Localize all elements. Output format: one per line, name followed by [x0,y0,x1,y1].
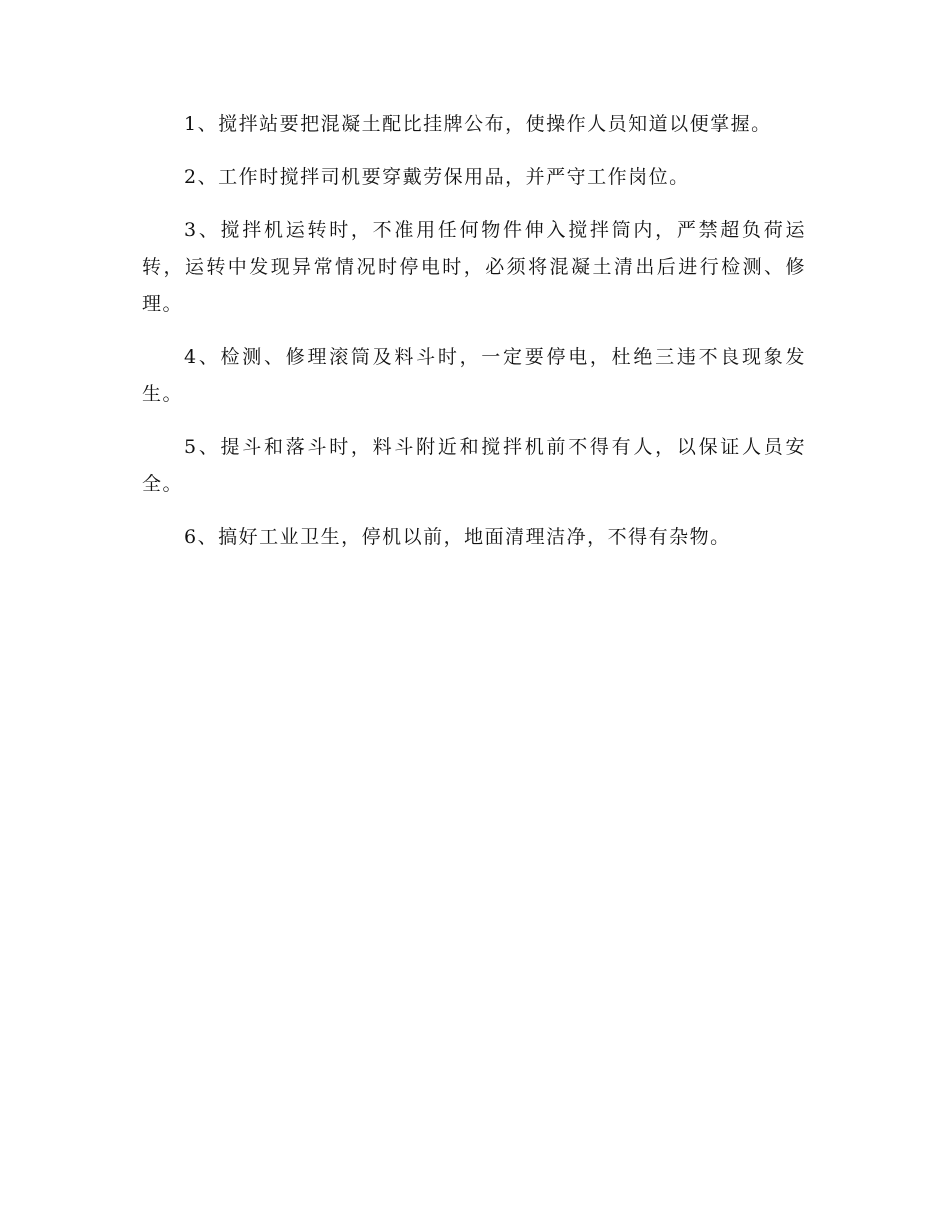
paragraph-rule-2: 2、工作时搅拌司机要穿戴劳保用品，并严守工作岗位。 [184,166,690,188]
paragraph-rule-3: 3、搅拌机运转时，不准用任何物件伸入搅拌筒内，严禁超负荷运转，运转中发现异常情况时停电时，必须将混凝土清出后进行检测、修理。 [142,219,806,315]
paragraph-rule-4: 4、检测、修理滚筒及料斗时，一定要停电，杜绝三违不良现象发生。 [142,346,806,405]
paragraph-rule-1: 1、搅拌站要把混凝土配比挂牌公布，使操作人员知道以便掌握。 [184,113,772,135]
document-body [142,106,806,572]
paragraph-rule-5: 5、提斗和落斗时，料斗附近和搅拌机前不得有人，以保证人员安全。 [142,436,806,495]
paragraph-rule-6: 6、搞好工业卫生，停机以前，地面清理洁净，不得有杂物。 [184,526,731,548]
